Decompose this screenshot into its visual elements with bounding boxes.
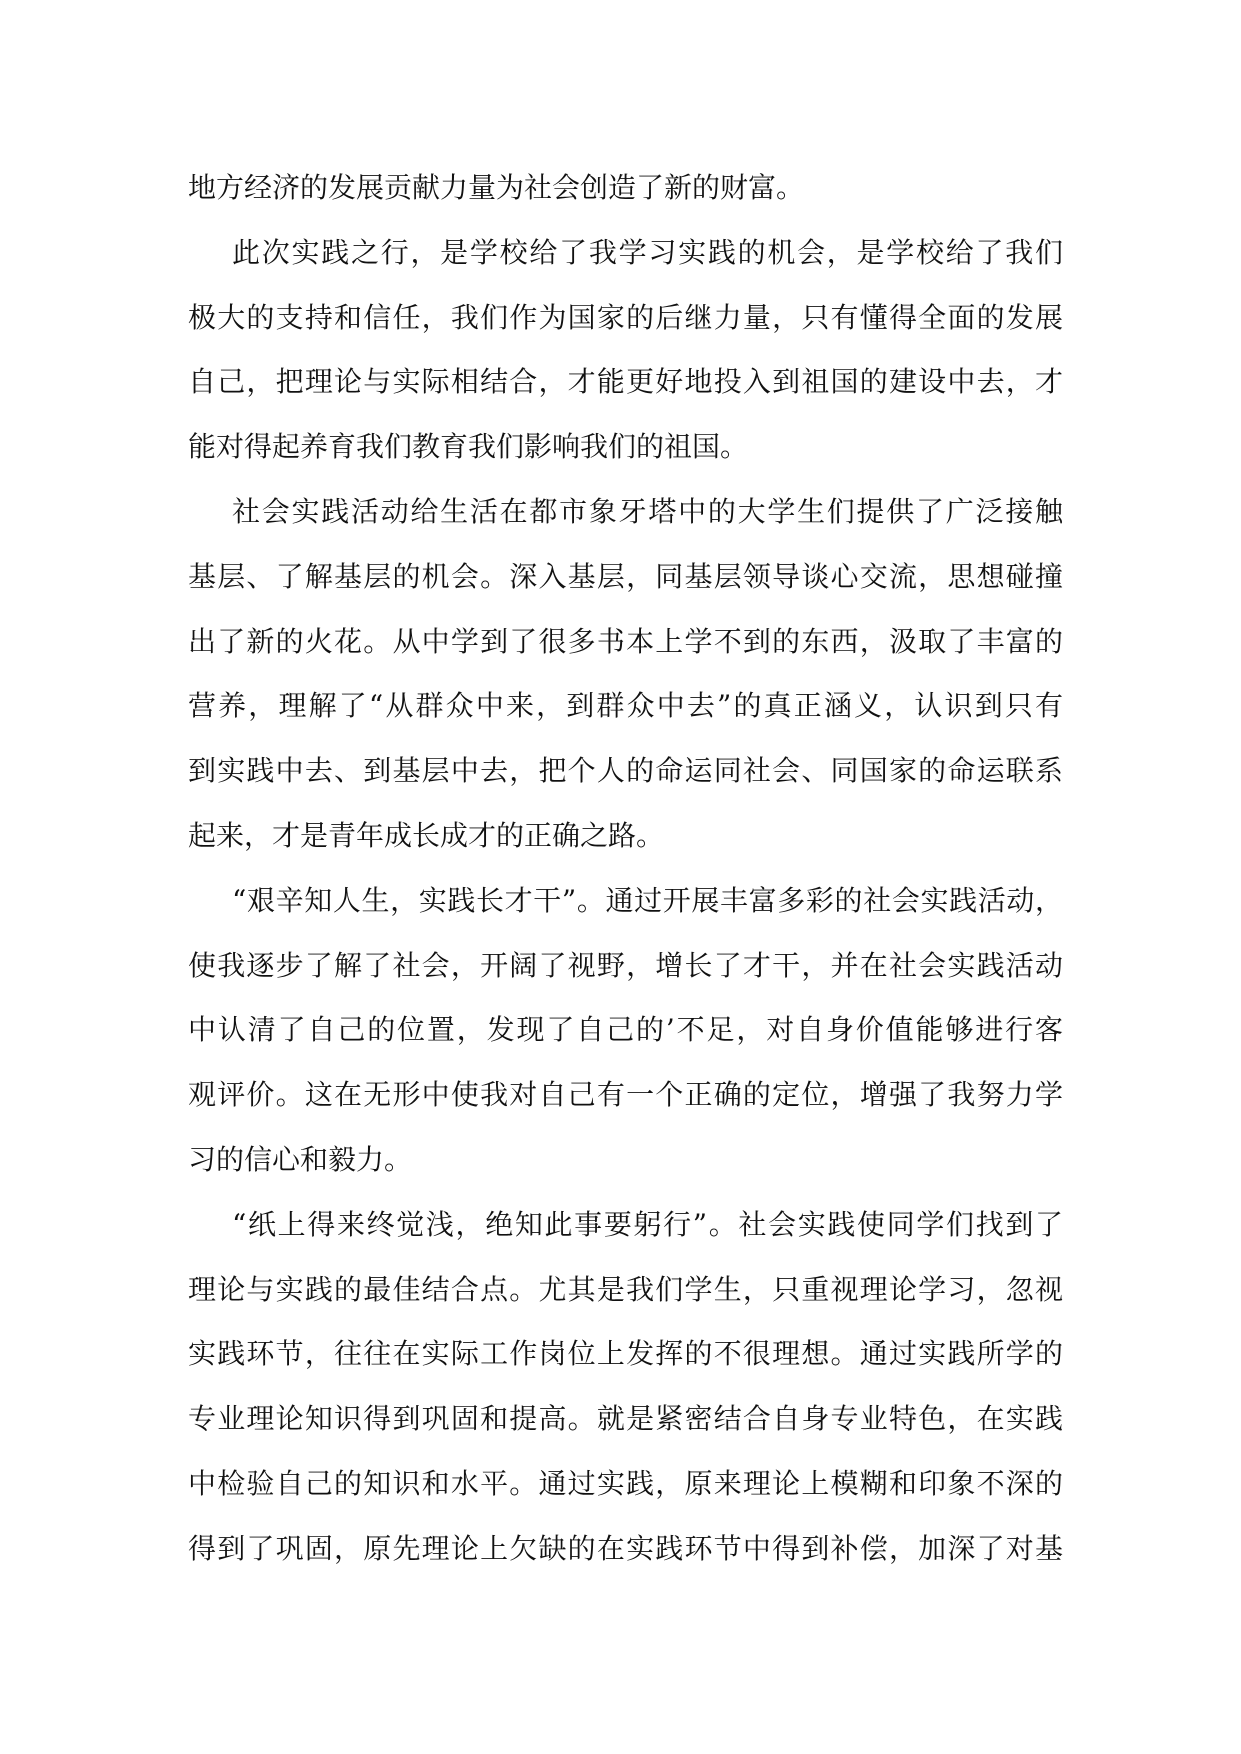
text-line: 出了新的火花。从中学到了很多书本上学不到的东西，汲取了丰富的	[188, 624, 1063, 658]
text-line: 地方经济的发展贡献力量为社会创造了新的财富。	[188, 171, 805, 204]
text-line: 能对得起养育我们教育我们影响我们的祖国。	[188, 430, 749, 464]
text-line: 中检验自己的知识和水平。通过实践，原来理论上模糊和印象不深的	[188, 1466, 1063, 1500]
text-line: 中认清了自己的位置，发现了自己的’不足，对自身价值能够进行客	[188, 1013, 1063, 1047]
text-line: 专业理论知识得到巩固和提高。就是紧密结合自身专业特色，在实践	[188, 1402, 1063, 1436]
text-line: 极大的支持和信任，我们作为国家的后继力量，只有懂得全面的发展	[188, 300, 1063, 334]
text-line: 此次实践之行，是学校给了我学习实践的机会，是学校给了我们	[232, 235, 1063, 269]
text-line: “纸上得来终觉浅，绝知此事要躬行”。社会实践使同学们找到了	[232, 1207, 1063, 1241]
text-line: 起来，才是青年成长成才的正确之路。	[188, 818, 665, 852]
text-line: 实践环节，往往在实际工作岗位上发挥的不很理想。通过实践所学的	[188, 1337, 1063, 1371]
text-line: 习的信心和毅力。	[188, 1142, 413, 1176]
text-line: 观评价。这在无形中使我对自己有一个正确的定位，增强了我努力学	[188, 1078, 1063, 1112]
text-line: 营养，理解了“从群众中来，到群众中去”的真正涵义，认识到只有	[188, 689, 1063, 723]
text-line: 得到了巩固，原先理论上欠缺的在实践环节中得到补偿，加深了对基	[188, 1531, 1063, 1565]
text-line: 到实践中去、到基层中去，把个人的命运同社会、同国家的命运联系	[188, 754, 1063, 788]
text-line: 基层、了解基层的机会。深入基层，同基层领导谈心交流，思想碰撞	[188, 559, 1063, 593]
text-line: 社会实践活动给生活在都市象牙塔中的大学生们提供了广泛接触	[232, 494, 1063, 528]
text-line: “艰辛知人生，实践长才干”。通过开展丰富多彩的社会实践活动，	[232, 883, 1063, 917]
text-line: 使我逐步了解了社会，开阔了视野，增长了才干，并在社会实践活动	[188, 948, 1063, 982]
text-line: 自己，把理论与实际相结合，才能更好地投入到祖国的建设中去，才	[188, 365, 1063, 399]
text-line: 理论与实践的最佳结合点。尤其是我们学生，只重视理论学习，忽视	[188, 1272, 1063, 1306]
document-body	[188, 156, 1063, 1582]
